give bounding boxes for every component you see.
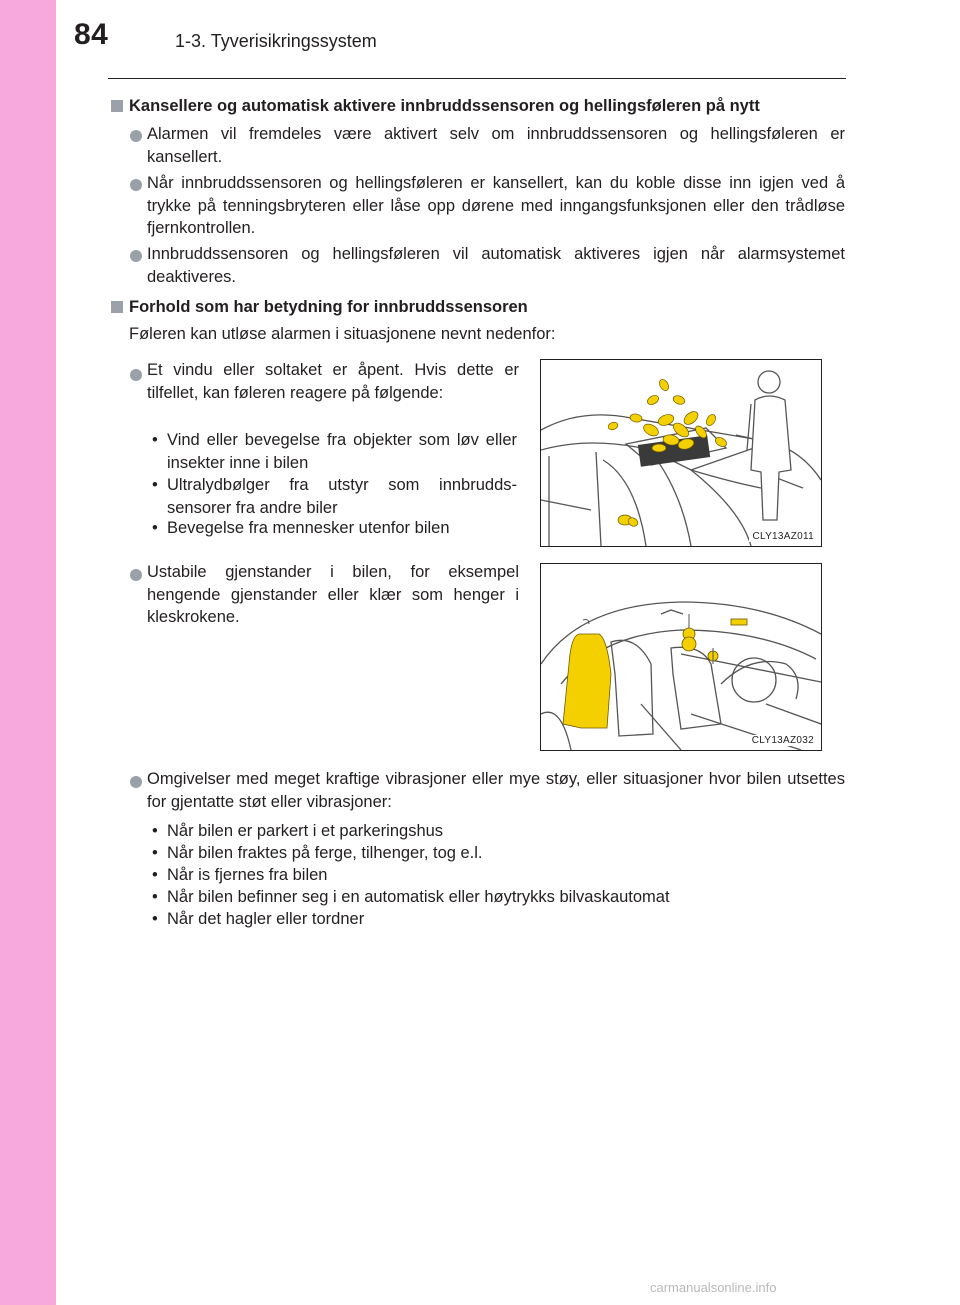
section1-bullet-3: Innbruddssensoren og hellingsføleren vil automatisk aktiveres igjen når alarmsystemet deaktiveres.	[147, 245, 845, 286]
sub-bullet-mark: •	[152, 866, 158, 884]
bullet-dot-icon	[130, 130, 142, 142]
sub-bullet-mark: •	[152, 844, 158, 862]
sub-bullet-mark: •	[152, 476, 158, 494]
item3-subitem-2: Når bilen fraktes på ferge, tilhenger, tog e.l.	[167, 844, 483, 862]
sub-bullet-mark: •	[152, 431, 158, 449]
car-sunroof-illustration	[541, 360, 821, 546]
section2-heading: Forhold som har betydning for innbruddssensoren	[129, 298, 528, 316]
sub-bullet-mark: •	[152, 519, 158, 537]
header-rule	[108, 78, 846, 79]
sub-bullet-mark: •	[152, 910, 158, 928]
item3-subitem-5: Når det hagler eller tordner	[167, 910, 365, 928]
item3-subitem-4: Når bilen befinner seg i en automatisk eller høytrykks bilvaskautomat	[167, 888, 670, 906]
item3-text: Omgivelser med meget kraftige vibrasjoner eller mye støy, eller situasjoner hvor bilen utsettes for gjentatte støt eller vibrasjoner:	[147, 770, 845, 811]
page-number: 84	[74, 18, 109, 51]
bullet-dot-icon	[130, 569, 142, 581]
car-interior-illustration	[541, 564, 821, 750]
item1-subitem-2: Ultralydbølger fra utstyr som innbrudds-sensorer fra andre biler	[167, 476, 517, 517]
bullet-dot-icon	[130, 179, 142, 191]
bullet-dot-icon	[130, 250, 142, 262]
figure-code: CLY13AZ032	[749, 735, 817, 746]
item1-subitem-3: Bevegelse fra mennesker utenfor bilen	[167, 519, 450, 537]
section1-bullet-2: Når innbruddssensoren og hellingsføleren er kansellert, kan du koble disse inn igjen ved å trykke på tenningsbryteren eller låse opp dørene med inngangsfunksjonen eller den trådløse fjernkontrollen.	[147, 174, 845, 237]
sub-bullet-mark: •	[152, 888, 158, 906]
item1-subitem-1: Vind eller bevegelse fra objekter som løv eller insekter inne i bilen	[167, 431, 517, 472]
sub-bullet-mark: •	[152, 822, 158, 840]
item2-text: Ustabile gjenstander i bilen, for eksempel hengende gjenstander eller klær som henger i kleskrokene.	[147, 563, 519, 626]
watermark: carmanualsonline.info	[650, 1280, 777, 1295]
bullet-dot-icon	[130, 369, 142, 381]
section-title: 1-3. Tyverisikringssystem	[175, 31, 377, 51]
heading-square-icon	[111, 301, 123, 313]
figure-open-sunroof	[540, 359, 822, 547]
figure-hanging-items	[540, 563, 822, 751]
section1-bullet-1: Alarmen vil fremdeles være aktivert selv om innbruddssensoren og hellingsføleren er kansellert.	[147, 125, 845, 166]
item1-text: Et vindu eller soltaket er åpent. Hvis dette er tilfellet, kan føleren reagere på følgende:	[147, 361, 519, 402]
section2-intro: Føleren kan utløse alarmen i situasjonene nevnt nedenfor:	[129, 325, 556, 343]
section1-heading: Kansellere og automatisk aktivere innbruddssensoren og hellingsføleren på nytt	[129, 97, 760, 115]
item3-subitem-1: Når bilen er parkert i et parkeringshus	[167, 822, 444, 840]
heading-square-icon	[111, 100, 123, 112]
item3-subitem-3: Når is fjernes fra bilen	[167, 866, 328, 884]
bullet-dot-icon	[130, 776, 142, 788]
chapter-margin-bar	[0, 0, 56, 1305]
figure-code: CLY13AZ011	[749, 531, 817, 542]
